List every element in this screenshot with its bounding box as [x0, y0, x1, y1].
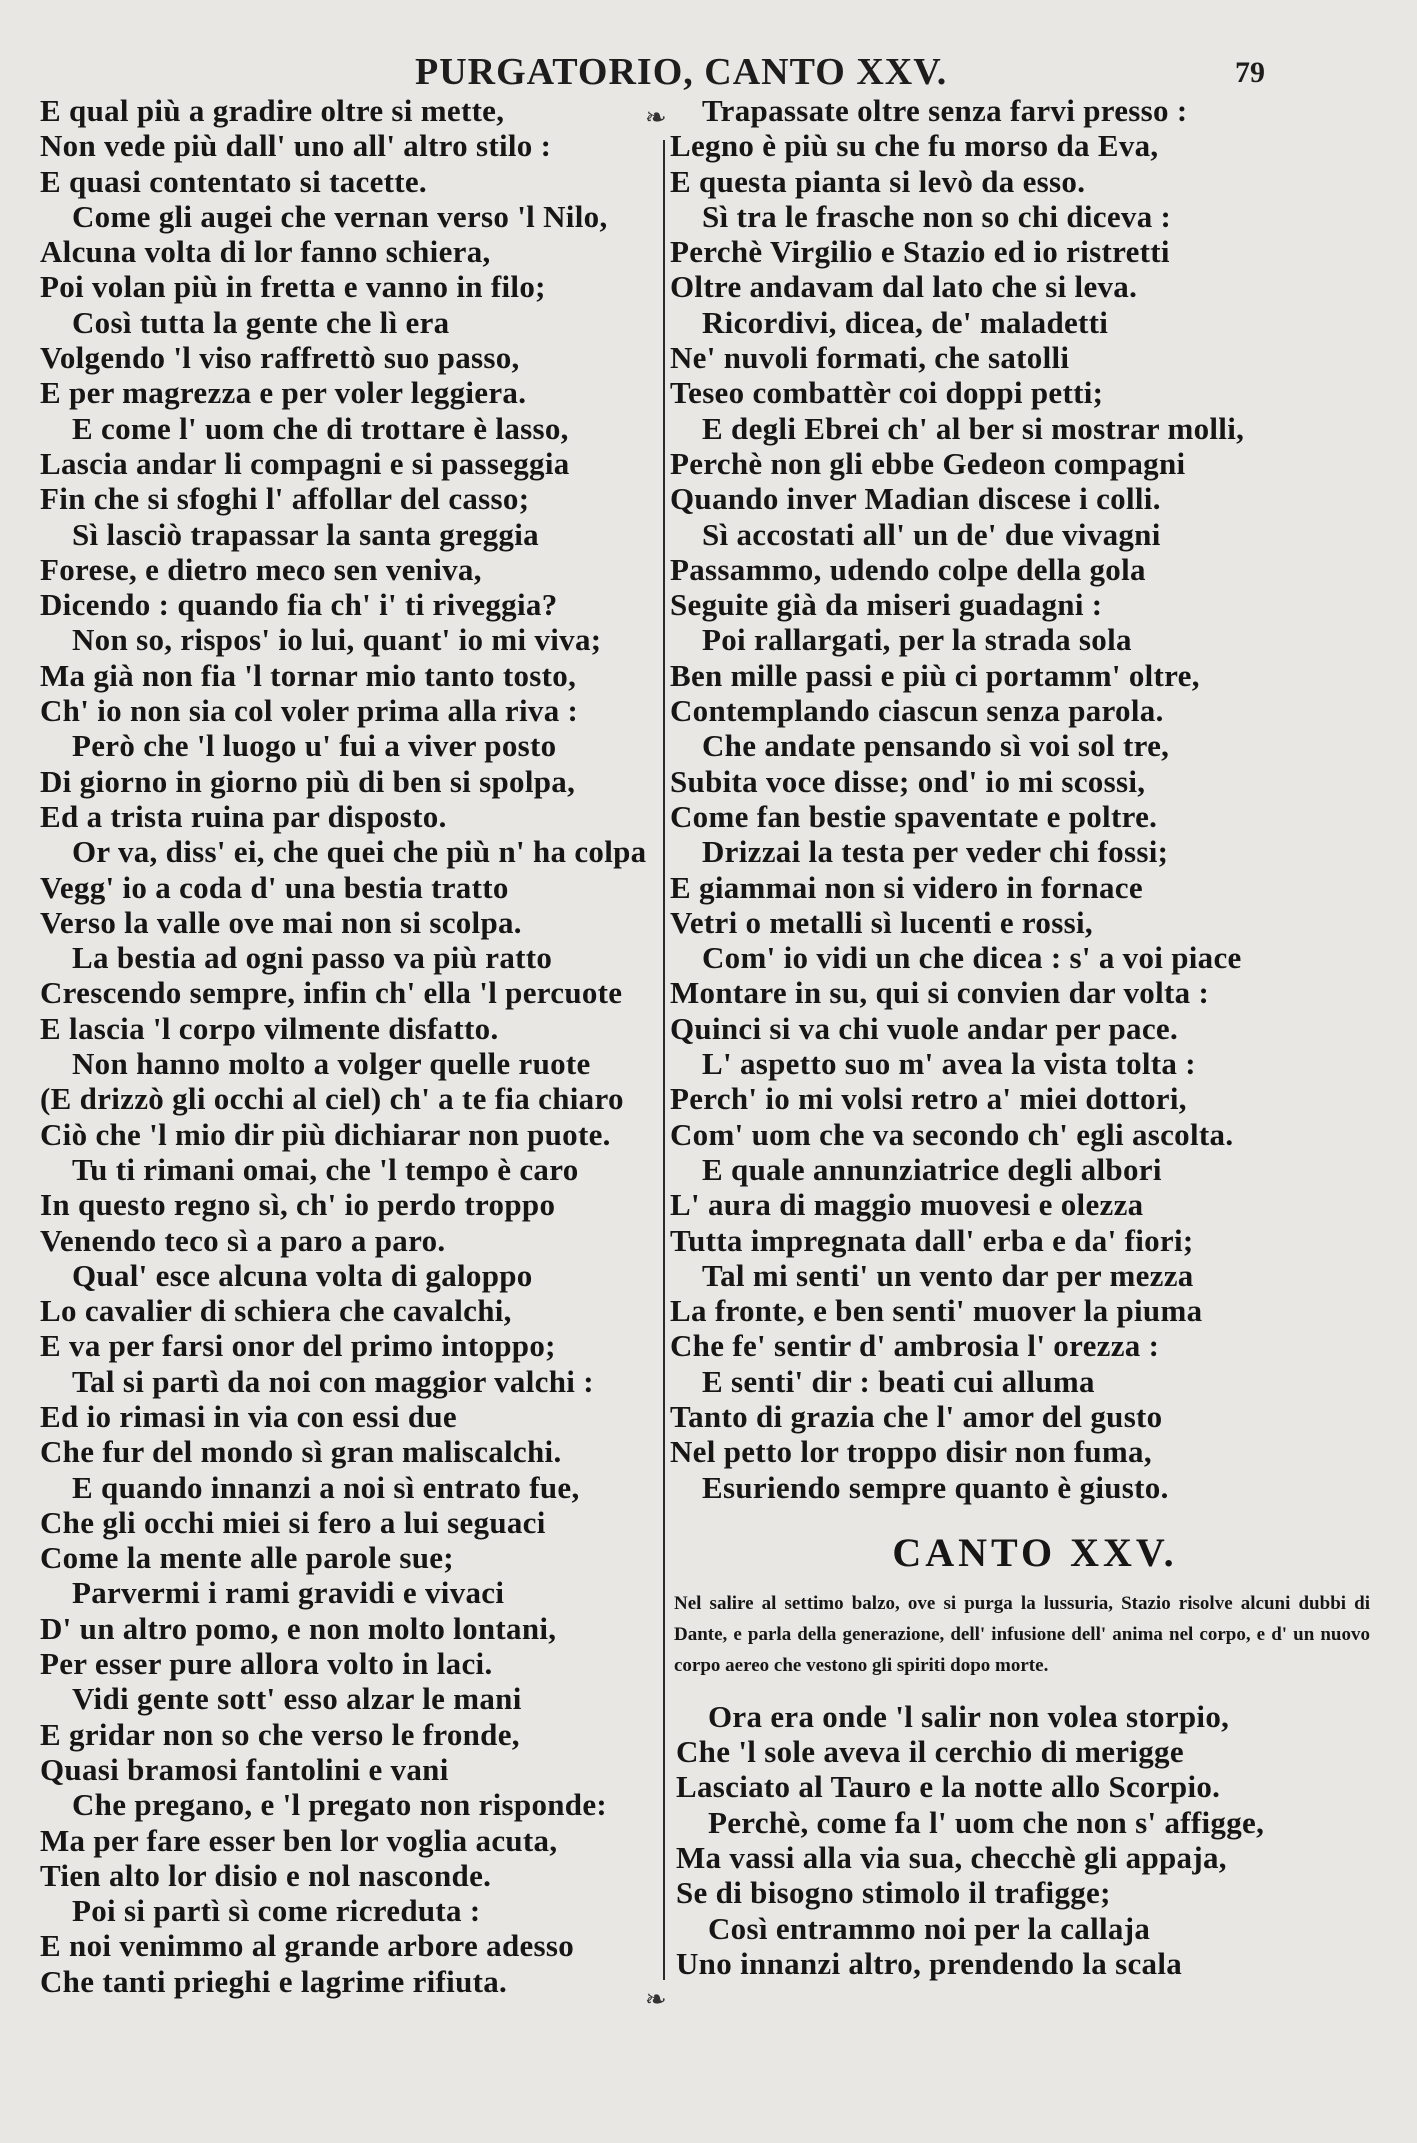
verse-line: E gridar non so che verso le fronde,	[40, 1716, 520, 1752]
verse-line: Che 'l sole aveva il cerchio di merigge	[676, 1734, 1184, 1770]
fleuron-ornament-icon: ❧	[645, 103, 667, 133]
verse-line: Nel petto lor troppo disir non fuma,	[670, 1434, 1152, 1470]
verse-line: E noi venimmo al grande arbore adesso	[40, 1928, 575, 1964]
verse-line: Come la mente alle parole sue;	[40, 1540, 454, 1576]
verse-line: Dicendo : quando fia ch' i' ti riveggia?	[40, 587, 558, 623]
verse-line: Ma già non fia 'l tornar mio tanto tosto,	[40, 657, 577, 693]
verse-line: E lascia 'l corpo vilmente disfatto.	[40, 1010, 499, 1046]
verse-line: Tutta impregnata dall' erba e da' fiori;	[670, 1222, 1194, 1258]
verse-line: Poi rallargati, per la strada sola	[702, 622, 1132, 658]
verse-line: Se di bisogno stimolo il trafigge;	[676, 1875, 1111, 1911]
verse-line: Ed a trista ruina par disposto.	[40, 798, 447, 834]
verse-line: Di giorno in giorno più di ben si spolpa,	[40, 763, 576, 799]
verse-line: Ora era onde 'l salir non volea storpio,	[708, 1698, 1230, 1734]
verse-line: E quando innanzi a noi sì entrato fue,	[72, 1469, 580, 1505]
verse-line: Vegg' io a coda d' una bestia tratto	[40, 869, 509, 905]
verse-line: Venendo teco sì a paro a paro.	[40, 1222, 446, 1258]
verse-line: Legno è più su che fu morso da Eva,	[670, 128, 1159, 164]
verse-line: Sì accostati all' un de' due vivagni	[702, 516, 1161, 552]
verse-line: Che pregano, e 'l pregato non risponde:	[72, 1787, 608, 1823]
verse-line: Vidi gente sott' esso alzar le mani	[72, 1681, 522, 1717]
verse-line: Ciò che 'l mio dir più dichiarar non puote.	[40, 1116, 611, 1152]
left-verse-column	[40, 93, 658, 1999]
verse-line: Com' io vidi un che dicea : s' a voi piace	[702, 940, 1242, 976]
verse-line: E giammai non si videro in fornace	[670, 869, 1143, 905]
verse-line: Perchè non gli ebbe Gedeon compagni	[670, 445, 1186, 481]
verse-line: L' aura di maggio muovesi e olezza	[670, 1187, 1144, 1223]
verse-line: E quale annunziatrice degli albori	[702, 1151, 1162, 1187]
verse-line: Tal si partì da noi con maggior valchi :	[72, 1363, 594, 1399]
verse-line: Che gli occhi miei si fero a lui seguaci	[40, 1504, 546, 1540]
verse-line: Ben mille passi e più ci portamm' oltre,	[670, 657, 1200, 693]
verse-line: La bestia ad ogni passo va più ratto	[72, 940, 553, 976]
verse-line: Sì tra le frasche non so chi diceva :	[702, 198, 1172, 234]
right-verse-column	[670, 93, 1390, 1981]
verse-line: E come l' uom che di trottare è lasso,	[72, 410, 569, 446]
verse-line: Non so, rispos' io lui, quant' io mi viva;	[72, 622, 602, 658]
verse-line: Come fan bestie spaventate e poltre.	[670, 798, 1158, 834]
verse-line: Lo cavalier di schiera che cavalchi,	[40, 1293, 512, 1329]
right-verse-lines	[670, 93, 1390, 1505]
verse-line: Poi volan più in fretta e vanno in filo;	[40, 269, 546, 305]
verse-line: Parvermi i rami gravidi e vivaci	[72, 1575, 505, 1611]
verse-line: Per esser pure allora volto in laci.	[40, 1646, 493, 1682]
verse-line: Ed io rimasi in via con essi due	[40, 1398, 457, 1434]
verse-line: Non vede più dall' uno all' altro stilo :	[40, 128, 552, 164]
verse-line: E quasi contentato si tacette.	[40, 163, 427, 199]
verse-line: Uno innanzi altro, prendendo la scala	[676, 1945, 1183, 1981]
page-number: 79	[1235, 56, 1265, 89]
verse-line: E qual più a gradire oltre si mette,	[40, 93, 505, 128]
verse-line: Quando inver Madian discese i colli.	[670, 481, 1161, 517]
verse-line: Lasciato al Tauro e la notte allo Scorpio.	[676, 1769, 1221, 1805]
verse-line: Quasi bramosi fantolini e vani	[40, 1751, 449, 1787]
verse-line: La fronte, e ben senti' muover la piuma	[670, 1293, 1203, 1329]
verse-line: E per magrezza e per voler leggiera.	[40, 375, 527, 411]
verse-line: L' aspetto suo m' avea la vista tolta :	[702, 1046, 1196, 1082]
verse-line: Tanto di grazia che l' amor del gusto	[670, 1398, 1163, 1434]
verse-line: Tien alto lor disio e nol nasconde.	[40, 1857, 492, 1893]
verse-line: Crescendo sempre, infin ch' ella 'l percuote	[40, 975, 623, 1011]
verse-line: Volgendo 'l viso raffrettò suo passo,	[40, 340, 520, 376]
verse-line: Seguite già da miseri guadagni :	[670, 587, 1103, 623]
verse-line: Oltre andavam dal lato che si leva.	[670, 269, 1138, 305]
verse-line: Lascia andar li compagni e si passeggia	[40, 445, 570, 481]
verse-line: Ne' nuvoli formati, che satolli	[670, 340, 1070, 376]
verse-line: Contemplando ciascun senza parola.	[670, 693, 1164, 729]
verse-line: Però che 'l luogo u' fui a viver posto	[72, 728, 557, 764]
verse-line: Così entrammo noi per la callaja	[708, 1910, 1151, 1946]
verse-line: Che fe' sentir d' ambrosia l' orezza :	[670, 1328, 1160, 1364]
verse-line: Che fur del mondo sì gran maliscalchi.	[40, 1434, 562, 1470]
verse-line: Non hanno molto a volger quelle ruote	[72, 1046, 591, 1082]
verse-line: Alcuna volta di lor fanno schiera,	[40, 234, 491, 270]
verse-line: Trapassate oltre senza farvi presso :	[702, 93, 1188, 128]
canto-opening-lines	[670, 1699, 1390, 1981]
verse-line: E senti' dir : beati cui alluma	[702, 1363, 1095, 1399]
verse-line: Ma vassi alla via sua, checchè gli appaja,	[676, 1840, 1227, 1876]
verse-line: Verso la valle ove mai non si scolpa.	[40, 904, 522, 940]
canto-summary: Nel salire al settimo balzo, ove si purga la lussuria, Stazio risolve alcuni dubbi di Dante, e parla della generazione, dell' infusione dell' anima nel corpo, e d' un nuovo corpo aereo che vestono gli spiriti dopo morte.	[674, 1592, 1370, 1676]
running-head: PURGATORIO, CANTO XXV.	[415, 51, 948, 93]
verse-line: Drizzai la testa per veder chi fossi;	[702, 834, 1169, 870]
verse-line: (E drizzò gli occhi al ciel) ch' a te fia chiaro	[40, 1081, 624, 1117]
verse-line: Montare in su, qui si convien dar volta :	[670, 975, 1210, 1011]
verse-line: Così tutta la gente che lì era	[72, 304, 450, 340]
verse-line: Subita voce disse; ond' io mi scossi,	[670, 763, 1146, 799]
verse-line: Passammo, udendo colpe della gola	[670, 551, 1146, 587]
verse-line: Qual' esce alcuna volta di galoppo	[72, 1257, 533, 1293]
verse-line: Perchè, come fa l' uom che non s' affigge,	[708, 1804, 1265, 1840]
verse-line: Sì lasciò trapassar la santa greggia	[72, 516, 539, 552]
verse-line: Come gli augei che vernan verso 'l Nilo,	[72, 198, 608, 234]
verse-line: Ricordivi, dicea, de' maladetti	[702, 304, 1109, 340]
verse-line: Perch' io mi volsi retro a' miei dottori,	[670, 1081, 1187, 1117]
verse-line: In questo regno sì, ch' io perdo troppo	[40, 1187, 556, 1223]
verse-line: Tu ti rimani omai, che 'l tempo è caro	[72, 1151, 579, 1187]
verse-line: Quinci si va chi vuole andar per pace.	[670, 1010, 1179, 1046]
verse-line: E va per farsi onor del primo intoppo;	[40, 1328, 556, 1364]
verse-line: Che andate pensando sì voi sol tre,	[702, 728, 1170, 764]
column-divider-rule	[663, 140, 665, 1980]
canto-heading: CANTO XXV.	[892, 1529, 1178, 1575]
verse-line: Ch' io non sia col voler prima alla riva :	[40, 693, 579, 729]
verse-line: D' un altro pomo, e non molto lontani,	[40, 1610, 557, 1646]
verse-line: Che tanti prieghi e lagrime rifiuta.	[40, 1963, 508, 1999]
verse-line: E degli Ebrei ch' al ber si mostrar molli,	[702, 410, 1245, 446]
verse-line: Perchè Virgilio e Stazio ed io ristretti	[670, 234, 1170, 270]
fleuron-ornament-icon: ❧	[645, 1985, 667, 2015]
verse-line: Fin che si sfoghi l' affollar del casso;	[40, 481, 530, 517]
verse-line: Forese, e dietro meco sen veniva,	[40, 551, 482, 587]
verse-line: E questa pianta si levò da esso.	[670, 163, 1086, 199]
verse-line: Teseo combattèr coi doppi petti;	[670, 375, 1104, 411]
verse-line: Poi si partì sì come ricreduta :	[72, 1893, 481, 1929]
verse-line: Or va, diss' ei, che quei che più n' ha colpa	[72, 834, 647, 870]
verse-line: Vetri o metalli sì lucenti e rossi,	[670, 904, 1093, 940]
verse-line: Tal mi senti' un vento dar per mezza	[702, 1257, 1194, 1293]
verse-line: Ma per fare esser ben lor voglia acuta,	[40, 1822, 558, 1858]
verse-line: Com' uom che va secondo ch' egli ascolta.	[670, 1116, 1234, 1152]
verse-line: Esuriendo sempre quanto è giusto.	[702, 1469, 1169, 1505]
